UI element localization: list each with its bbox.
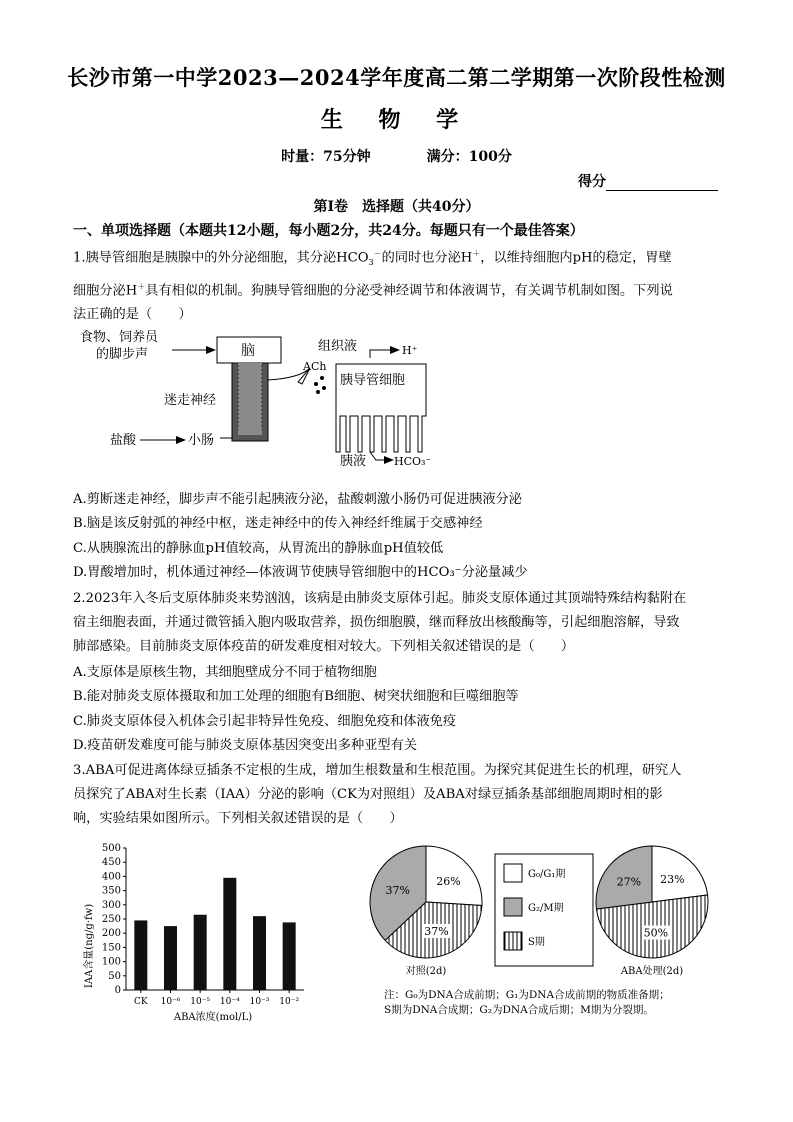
h-arrowhead xyxy=(390,346,400,354)
score-label: 得分 xyxy=(578,174,606,190)
q1-stem xyxy=(73,242,725,327)
x-tick-label: 10⁻⁴ xyxy=(219,997,240,1007)
pie-data-label: 37% xyxy=(424,924,449,938)
acid-label: 盐酸 xyxy=(110,433,137,448)
vagus-label: 迷走神经 xyxy=(164,393,217,408)
note-line1: 注：G₀为DNA合成前期；G₁为DNA合成前期的物质准备期； xyxy=(384,989,670,1001)
legend-swatch-g0g1 xyxy=(504,864,522,882)
y-tick-label: 400 xyxy=(101,871,121,883)
bar xyxy=(194,915,207,990)
x-tick-label: 10⁻³ xyxy=(249,997,270,1007)
ach-dot xyxy=(316,390,320,394)
q2-line3: 肺部感染。目前肺炎支原体疫苗的研发难度相对较大。下列相关叙述错误的是（ ） xyxy=(73,639,575,654)
q2-option-a[interactable]: A.支原体是原核生物，其细胞壁成分不同于植物细胞 xyxy=(73,665,377,680)
q1-option-c[interactable]: C.从胰腺流出的静脉血pH值较高，从胃流出的静脉血pH值较低 xyxy=(73,541,444,556)
pie-data-label: 26% xyxy=(436,874,461,888)
score-field[interactable] xyxy=(578,171,718,191)
juice-label: 胰液 xyxy=(340,454,367,469)
q1-line1: 1.胰导管细胞是胰腺中的外分泌细胞，其分泌$HCO_3^-$的同时也分泌H＋，以维持细胞内pH的稳定，胃壁 xyxy=(73,249,672,268)
legend-swatch-g2m xyxy=(504,898,522,916)
exam-title: 长沙市第一中学2023—2024学年度高二第二学期第一次阶段性检测 xyxy=(67,65,726,90)
bar xyxy=(283,922,296,990)
x-tick-label: 10⁻⁶ xyxy=(160,997,181,1007)
q1-option-d[interactable]: D.胃酸增加时，机体通过神经—体液调节使胰导管细胞中的HCO₃⁻分泌量减少 xyxy=(73,565,528,580)
y-tick-label: 450 xyxy=(101,857,121,869)
pie-data-label: 50% xyxy=(643,926,669,940)
y-tick-label: 300 xyxy=(101,899,121,911)
full-score: 满分：100分 xyxy=(426,149,512,165)
x-tick-label: 10⁻² xyxy=(279,997,300,1007)
bar xyxy=(223,878,236,990)
y-tick-label: 100 xyxy=(101,956,121,968)
q1-option-a[interactable]: A.剪断迷走神经，脚步声不能引起胰液分泌，盐酸刺激小肠仍可促进胰液分泌 xyxy=(73,492,522,507)
q2-option-c[interactable]: C.肺炎支原体侵入机体会引起非特异性免疫、细胞免疫和体液免疫 xyxy=(73,714,457,729)
cell-label: 胰导管细胞 xyxy=(340,373,406,388)
q3-line3: 响，实验结果如图所示。下列相关叙述错误的是（ ） xyxy=(73,811,403,826)
pie-title: ABA处理(2d) xyxy=(620,966,684,977)
bar-layer xyxy=(102,843,304,1007)
acid-arrowhead xyxy=(176,436,186,444)
pie-data-label: 23% xyxy=(660,872,685,886)
q1-line3: 法正确的是（ ） xyxy=(73,307,192,323)
vagus-inner xyxy=(238,363,262,435)
legend-s: S期 xyxy=(528,937,545,948)
x-tick-label: CK xyxy=(134,997,148,1007)
brain-label: 脑 xyxy=(241,343,255,359)
y-tick-label: 50 xyxy=(108,970,121,982)
y-tick-label: 350 xyxy=(101,885,121,897)
bar-x-label: ABA浓度(mol/L) xyxy=(173,1012,253,1023)
ach-dot xyxy=(322,386,326,390)
pie-data-label: 27% xyxy=(616,875,642,889)
pie-title: 对照(2d) xyxy=(405,966,447,977)
q3-stem xyxy=(73,759,725,831)
q1-line2: 细胞分泌H＋具有相似的机制。狗胰导管细胞的分泌受神经调节和体液调节，有关调节机制如图。下列说 xyxy=(73,282,673,299)
bar xyxy=(134,920,147,990)
intestine-label: 小肠 xyxy=(188,433,215,448)
y-tick-label: 500 xyxy=(101,843,121,854)
pie-data-label: 37% xyxy=(385,883,410,897)
q1-option-b[interactable]: B.脑是该反射弧的神经中枢，迷走神经中的传入神经纤维属于交感神经 xyxy=(73,516,483,531)
bar-y-label: IAA含量(ng/g·fw) xyxy=(84,903,95,989)
subject-title: 生 物 学 xyxy=(320,107,473,133)
q2-option-d[interactable]: D.疫苗研发难度可能与肺炎支原体基因突变出多种亚型有关 xyxy=(73,738,417,753)
y-tick-label: 150 xyxy=(101,942,121,954)
ach-label: ACh xyxy=(303,360,327,373)
time-limit: 时量：75分钟 xyxy=(281,149,371,165)
note-line2: S期为DNA合成期；G₂为DNA合成后期；M期为分裂期。 xyxy=(384,1004,654,1016)
section-title: 第Ⅰ卷 选择题（共40分） xyxy=(313,199,480,215)
q3-line1: 3.ABA可促进离体绿豆插条不定根的生成，增加生根数量和生根范围。为探究其促进生长的机理，研究人 xyxy=(73,763,682,778)
y-tick-label: 250 xyxy=(101,914,121,925)
part-title: 一、单项选择题（本题共12小题，每小题2分，共24分。每题只有一个最佳答案） xyxy=(73,223,584,239)
cell-cycle-pies xyxy=(368,840,728,990)
legend-g2m: G₂/M期 xyxy=(528,903,564,914)
bar xyxy=(164,926,177,990)
q3-line2: 员探究了ABA对生长素（IAA）分泌的影响（CK为对照组）及ABA对绿豆插条基部细胞周期时相的影 xyxy=(73,787,663,802)
ach-dot xyxy=(314,382,318,386)
q2-line2: 宿主细胞表面，并通过微管插入胞内吸取营养，损伤细胞膜，继而释放出核酸酶等，引起细胞溶解，导致 xyxy=(73,615,680,630)
bar xyxy=(253,916,266,990)
h-arrow-line xyxy=(370,350,392,358)
iaa-bar-chart xyxy=(78,838,318,1028)
legend-swatch-s xyxy=(504,932,522,950)
q2-option-b[interactable]: B.能对肺炎支原体摄取和加工处理的细胞有B细胞、树突状细胞和巨噬细胞等 xyxy=(73,689,519,704)
legend-g0g1: G₀/G₁期 xyxy=(528,869,566,880)
food-arrowhead xyxy=(206,346,216,354)
q2-stem xyxy=(73,587,725,659)
hplus-label: H⁺ xyxy=(402,344,418,357)
time-info xyxy=(0,146,793,166)
tissue-fluid-label: 组织液 xyxy=(318,339,358,354)
food-label-2: 的脚步声 xyxy=(96,347,149,362)
hco3-arrowhead xyxy=(384,456,394,464)
y-tick-label: 200 xyxy=(101,928,121,940)
ach-dot xyxy=(320,376,324,380)
y-tick-label: 0 xyxy=(114,985,121,996)
hco3-label: HCO₃⁻ xyxy=(394,455,432,468)
q3-figure-note xyxy=(384,988,729,1018)
x-tick-label: 10⁻⁵ xyxy=(190,997,211,1007)
hco3-arrow-line xyxy=(370,452,386,460)
q1-diagram xyxy=(60,320,480,480)
score-blank[interactable] xyxy=(606,176,718,191)
q2-line1: 2.2023年入冬后支原体肺炎来势汹汹，该病是由肺炎支原体引起。肺炎支原体通过其顶端特殊结构黏附在 xyxy=(73,591,687,606)
food-label-1: 食物、饲养员 xyxy=(80,330,159,345)
